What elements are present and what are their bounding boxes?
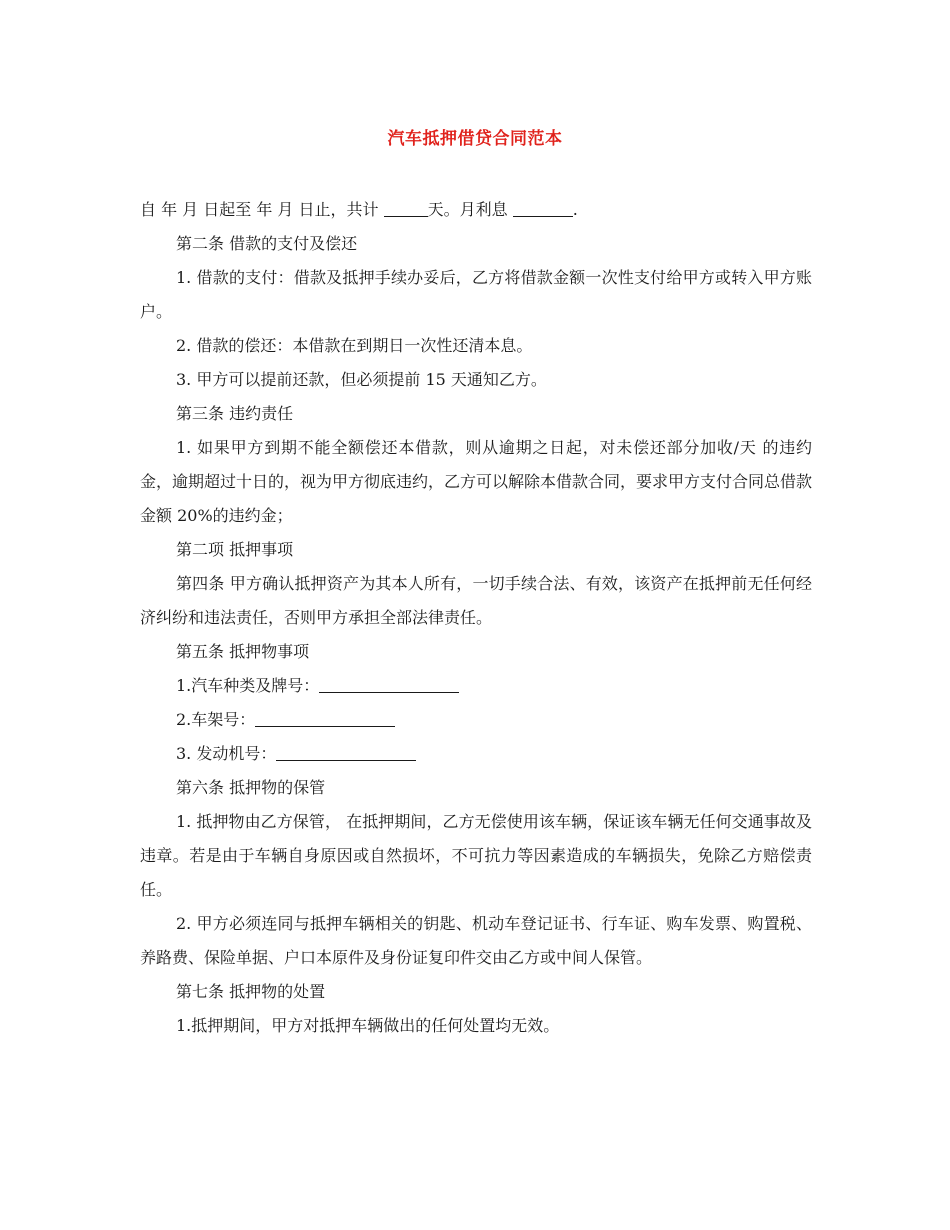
vehicle-type-line: [140, 669, 812, 703]
vehicle-type-blank: [319, 674, 459, 693]
interest-blank: [513, 198, 573, 217]
term-end-punct: .: [572, 200, 578, 219]
engine-number-blank: [276, 742, 416, 761]
engine-number-label: 3. 发动机号：: [176, 744, 277, 763]
engine-number-line: [140, 737, 812, 771]
loan-term-text: 自 年 月 日起至 年 月 日止，共计: [140, 200, 384, 219]
interest-text: 天。月利息: [427, 200, 513, 219]
article-6-heading: 第六条 抵押物的保管: [176, 778, 326, 797]
document-body: [140, 193, 812, 1043]
article-2-item-2: 2. 借款的偿还：本借款在到期日一次性还清本息。: [176, 336, 533, 355]
loan-term-line: [140, 193, 812, 227]
article-3-item-1: 1. 如果甲方到期不能全额偿还本借款，则从逾期之日起，对未偿还部分加收/天 的违约金，逾期超过十日的，视为甲方彻底违约，乙方可以解除本借款合同，要求甲方支付合同总借款金额 20%的违约金；: [140, 438, 813, 525]
frame-number-blank: [255, 708, 395, 727]
frame-number-label: 2.车架号：: [176, 710, 256, 729]
days-blank: [384, 198, 428, 217]
article-4: 第四条 甲方确认抵押资产为其本人所有，一切手续合法、有效，该资产在抵押前无任何经济纠纷和违法责任，否则甲方承担全部法律责任。: [140, 574, 812, 627]
document-title: 汽车抵押借贷合同范本: [387, 129, 563, 149]
article-2-item-1: 1. 借款的支付：借款及抵押手续办妥后，乙方将借款金额一次性支付给甲方或转入甲方账户。: [140, 268, 812, 321]
frame-number-line: [140, 703, 812, 737]
section-2-heading: 第二项 抵押事项: [176, 540, 294, 559]
article-6-item-2: 2. 甲方必须连同与抵押车辆相关的钥匙、机动车登记证书、行车证、购车发票、购置税、养路费、保险单据、户口本原件及身份证复印件交由乙方或中间人保管。: [140, 914, 812, 967]
article-7-heading: 第七条 抵押物的处置: [176, 982, 326, 1001]
article-5-heading: 第五条 抵押物事项: [176, 642, 310, 661]
article-2-heading: 第二条 借款的支付及偿还: [176, 234, 358, 253]
article-7-item-1: 1.抵押期间，甲方对抵押车辆做出的任何处置均无效。: [176, 1016, 560, 1035]
article-2-item-3: 3. 甲方可以提前还款，但必须提前 15 天通知乙方。: [176, 370, 547, 389]
article-6-item-1: 1. 抵押物由乙方保管， 在抵押期间，乙方无偿使用该车辆，保证该车辆无任何交通事故及违章。若是由于车辆自身原因或自然损坏，不可抗力等因素造成的车辆损失，免除乙方赔偿责任。: [140, 812, 812, 899]
vehicle-type-label: 1.汽车种类及牌号：: [176, 676, 320, 695]
article-3-heading: 第三条 违约责任: [176, 404, 294, 423]
